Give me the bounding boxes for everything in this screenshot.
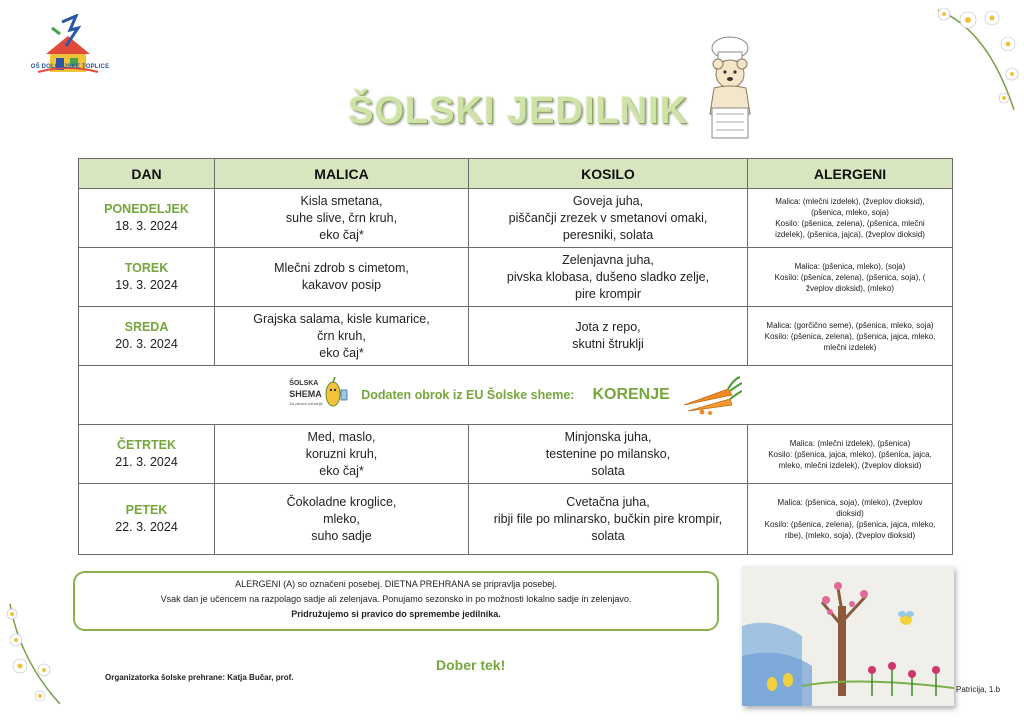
dish-line: Goveja juha, — [572, 193, 644, 208]
table-header-row — [79, 159, 953, 189]
dish-line: mleko, — [323, 511, 360, 526]
malica-cell — [215, 307, 469, 366]
allergen-line: (pšenica, mleko, soja) — [811, 208, 889, 217]
allergen-line: Malica: (mlečni izdelek), (pšenica) — [789, 438, 911, 448]
allergen-line: Kosilo: (pšenica, zelena), (pšenica, jajca, mleko, — [764, 331, 936, 341]
malica-cell — [215, 484, 469, 555]
dish-line: Jota z repo, — [575, 320, 641, 334]
page-title: ŠOLSKI JEDILNIK — [348, 90, 689, 132]
dish-line: Mlečni zdrob s cimetom, — [274, 261, 409, 275]
allergen-line: Kosilo: (pšenica, zelena), (pšenica, mlečni — [775, 219, 925, 228]
day-name: ČETRTEK — [116, 438, 177, 452]
table-row — [79, 425, 953, 484]
allergen-line: Kosilo: (pšenica, jajca, mleko), (pšenica, jajca, — [768, 449, 932, 459]
malica-cell — [215, 189, 469, 248]
dish-line: Cvetačna juha, — [566, 494, 650, 509]
allergen-line: Malica: (mlečni izdelek), (žveplov dioksid), — [775, 197, 925, 206]
allergen-line: Malica: (gorčično seme), (pšenica, mleko, soja) — [766, 320, 934, 330]
drawing-credit: Patricija, 1.b — [956, 685, 1001, 694]
notes-box — [73, 571, 719, 631]
school-scheme-logo-line2: SHEMA — [289, 389, 322, 399]
header-dan: DAN — [79, 159, 215, 189]
dish-line: Grajska salama, kisle kumarice, — [253, 311, 430, 326]
allergen-line: Kosilo: (pšenica, zelena), (pšenica, soja), ( — [774, 272, 926, 282]
kosilo-cell — [469, 189, 748, 248]
kosilo-cell — [469, 484, 748, 555]
school-scheme-highlight: KORENJE — [592, 386, 670, 403]
alergeni-cell — [748, 484, 953, 555]
dish-line: suhe slive, črn kruh, — [285, 210, 398, 225]
notes-line: ALERGENI (A) so označeni posebej. DIETNA PREHRANA se pripravlja posebej. — [235, 579, 557, 589]
day-cell — [79, 189, 215, 248]
menu-table — [78, 158, 953, 555]
table-row — [79, 189, 953, 248]
daisy-flowers-icon — [0, 600, 70, 710]
kosilo-cell — [469, 307, 748, 366]
school-scheme-banner — [79, 366, 953, 425]
chef-bear-icon — [690, 34, 770, 144]
day-date: 22. 3. 2024 — [115, 520, 178, 534]
day-name: PETEK — [125, 503, 168, 517]
school-scheme-logo-line1: ŠOLSKA — [289, 380, 319, 387]
alergeni-cell — [748, 189, 953, 248]
allergen-line: Kosilo: (pšenica, zelena), (pšenica, jajca, mleko, — [764, 520, 936, 529]
school-logo-text: OŠ DOLENJSKE TOPLICE — [30, 64, 110, 70]
organizer-text: Organizatorka šolske prehrane: Katja Bučar, prof. — [105, 673, 294, 682]
kosilo-cell — [469, 425, 748, 484]
dish-line: solata — [591, 528, 625, 543]
dish-line: pire krompir — [575, 286, 641, 301]
kosilo-cell — [469, 248, 748, 307]
dish-line: ribji file po mlinarsko, bučkin pire krompir, — [493, 511, 723, 526]
day-name: TOREK — [124, 261, 169, 275]
allergen-line: izdelek), (pšenica, jajca), (žveplov dioksid) — [775, 230, 925, 239]
day-cell — [79, 484, 215, 555]
school-scheme-logo-line3: Za zdravo uživanje — [289, 401, 323, 406]
carrot-icon — [680, 375, 742, 415]
day-date: 18. 3. 2024 — [115, 219, 178, 233]
dish-line: Zelenjavna juha, — [562, 252, 654, 267]
dish-line: Minjonska juha, — [564, 429, 652, 444]
dish-line: solata — [591, 463, 625, 478]
header-kosilo: KOSILO — [469, 159, 748, 189]
dish-line: eko čaj* — [319, 345, 364, 360]
dish-line: pivska klobasa, dušeno sladko zelje, — [506, 269, 710, 284]
dish-line: Čokoladne kroglice, — [286, 494, 397, 509]
day-cell — [79, 425, 215, 484]
dober-tek-text: Dober tek! — [436, 657, 506, 673]
allergen-line: Malica: (pšenica, soja), (mleko), (žveplov — [777, 498, 923, 507]
table-row — [79, 484, 953, 555]
dish-line: piščančji zrezek v smetanovi omaki, — [508, 210, 708, 225]
dish-line: črn kruh, — [317, 328, 366, 343]
day-cell — [79, 307, 215, 366]
day-name: PONEDELJEK — [104, 202, 189, 216]
school-scheme-text: Dodaten obrok iz EU Šolske sheme: — [361, 388, 575, 402]
allergen-line: mleko, mlečni izdelek), (žveplov dioksid) — [778, 460, 922, 470]
notes-line: Vsak dan je učencem na razpolago sadje ali zelenjava. Ponujamo sezonsko in po možnosti lokalno sadje in zelenjavo. — [160, 594, 632, 604]
day-date: 20. 3. 2024 — [115, 337, 178, 351]
dish-line: testenine po milansko, — [545, 446, 671, 461]
school-scheme-row — [79, 366, 953, 425]
child-drawing-image — [742, 566, 954, 706]
day-date: 21. 3. 2024 — [115, 455, 178, 469]
fruit-mascot-icon — [323, 376, 349, 410]
dish-line: peresniki, solata — [562, 227, 654, 242]
alergeni-cell — [748, 425, 953, 484]
table-row — [79, 307, 953, 366]
header-alergeni: ALERGENI — [748, 159, 953, 189]
allergen-line: ribe), (mleko, soja), (žveplov dioksid) — [784, 531, 916, 540]
allergen-line: Malica: (pšenica, mleko), (soja) — [794, 261, 906, 271]
dish-line: Med, maslo, — [307, 429, 376, 444]
notes-line: Pridružujemo si pravico do spremembe jedilnika. — [291, 609, 501, 619]
alergeni-cell — [748, 248, 953, 307]
dish-line: skutni štruklji — [572, 337, 644, 351]
day-cell — [79, 248, 215, 307]
table-row — [79, 248, 953, 307]
header-malica: MALICA — [215, 159, 469, 189]
dish-line: koruzni kruh, — [305, 446, 378, 461]
dish-line: kakavov posip — [301, 278, 382, 292]
malica-cell — [215, 425, 469, 484]
malica-cell — [215, 248, 469, 307]
school-scheme-logo — [289, 374, 351, 416]
daisy-flowers-icon — [928, 0, 1024, 120]
dish-line: Kisla smetana, — [300, 193, 383, 208]
day-name: SREDA — [124, 320, 169, 334]
allergen-line: dioksid) — [836, 509, 864, 518]
allergen-line: mlečni izdelek) — [823, 342, 877, 352]
dish-line: eko čaj* — [319, 463, 364, 478]
dish-line: eko čaj* — [319, 227, 364, 242]
dish-line: suho sadje — [311, 528, 372, 543]
day-date: 19. 3. 2024 — [115, 278, 178, 292]
allergen-line: žveplov dioksid), (mleko) — [805, 283, 895, 293]
alergeni-cell — [748, 307, 953, 366]
